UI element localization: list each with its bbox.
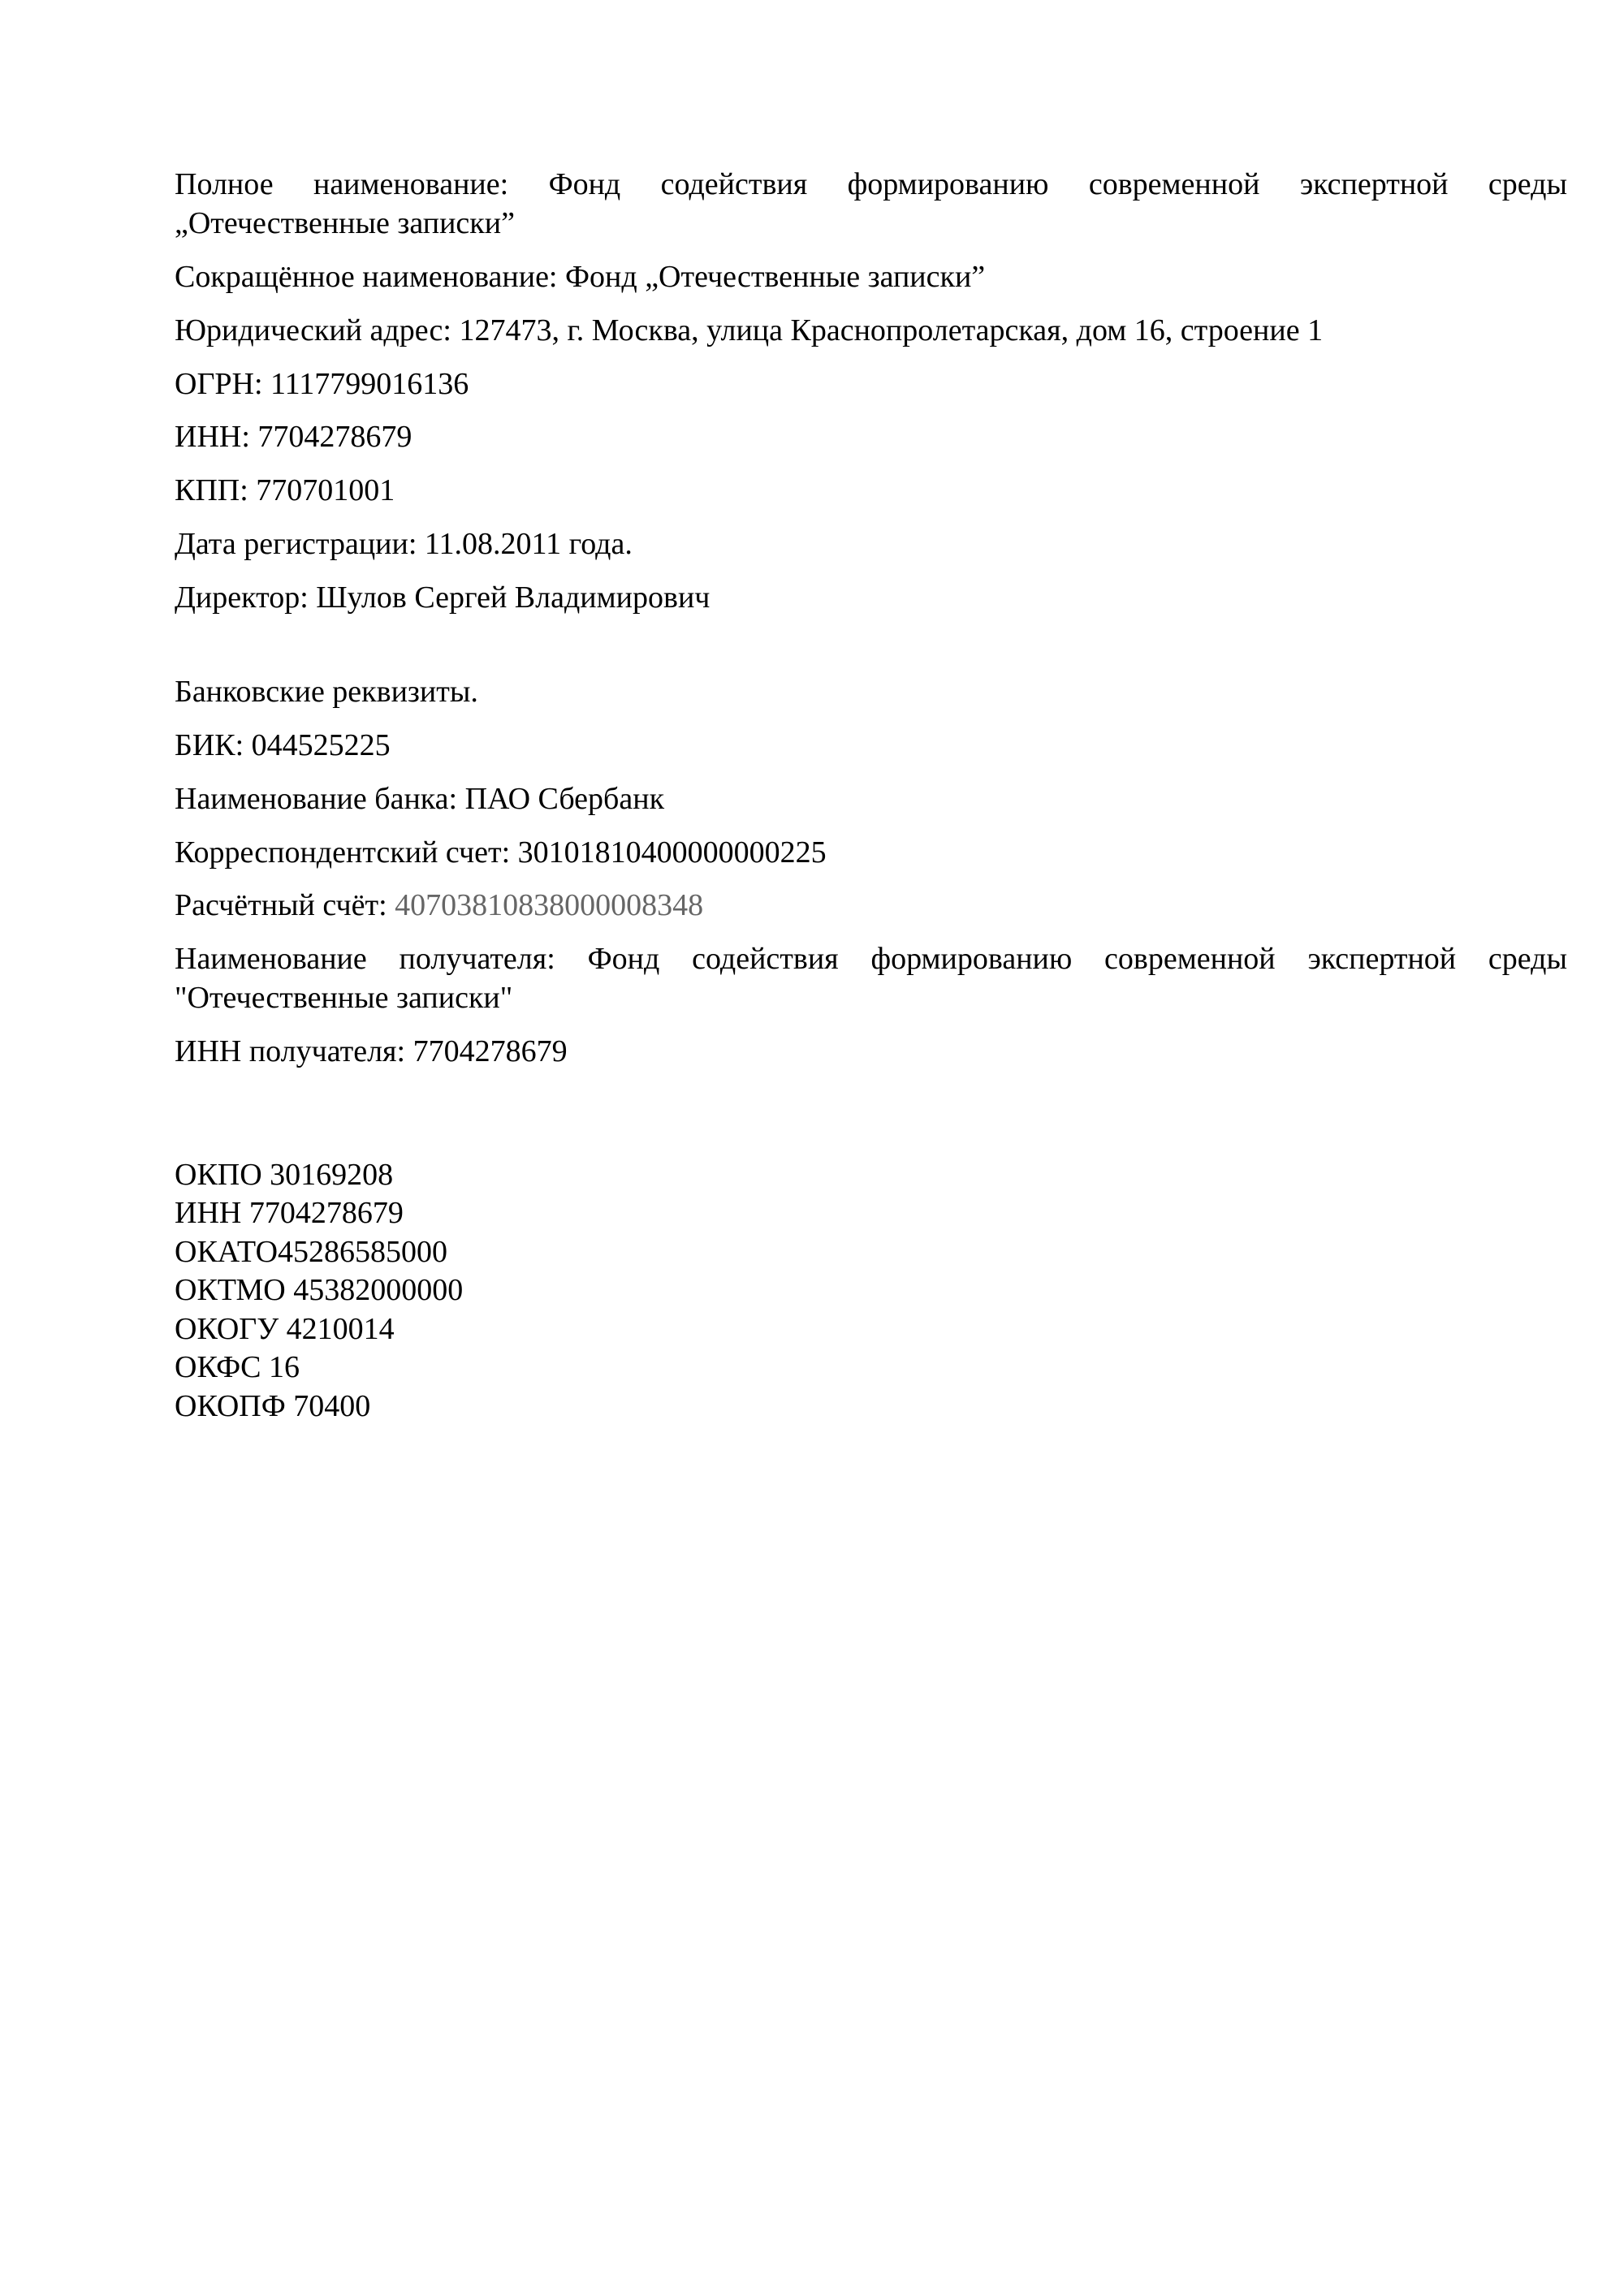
recipient-name-first-row: [175, 940, 1567, 979]
settlement-account-line: [175, 887, 1567, 926]
settlement-account-label: Расчётный счёт:: [175, 888, 387, 923]
short-name-value: Фонд „Отечественные записки”: [565, 259, 986, 294]
recipient-name-label: Наименование получателя:: [175, 942, 555, 977]
code-okopf: ОКОПФ 70400: [175, 1388, 371, 1423]
code-okogu: ОКОГУ 4210014: [175, 1311, 395, 1346]
short-name-line: [175, 258, 1567, 297]
director-label: Директор:: [175, 580, 309, 615]
section-spacer: [175, 632, 1567, 673]
code-okpo: ОКПО 30169208: [175, 1157, 394, 1192]
settlement-account-value: 40703810838000008348: [395, 888, 704, 923]
recipient-inn-line: [175, 1033, 1567, 1072]
bik-value: 044525225: [251, 727, 391, 762]
correspondent-account-label: Корреспондентский счет:: [175, 835, 511, 870]
legal-address-line: [175, 312, 1567, 351]
full-name-value-line2: „Отечественные записки”: [175, 205, 515, 240]
code-inn: ИНН 7704278679: [175, 1196, 404, 1231]
kpp-value: 770701001: [256, 473, 395, 508]
recipient-inn-value: 7704278679: [412, 1034, 568, 1068]
correspondent-account-line: [175, 834, 1567, 873]
full-name-label: Полное наименование:: [175, 167, 509, 201]
legal-address-value: 127473, г. Москва, улица Краснопролетарская, дом 16, строение 1: [459, 313, 1324, 347]
kpp-line: [175, 472, 1567, 511]
short-name-label: Сокращённое наименование:: [175, 259, 558, 294]
registration-date-value: 11.08.2011 года.: [424, 527, 633, 562]
recipient-name-value-line2: "Отечественные записки": [175, 981, 513, 1016]
codes-spacer: [175, 1086, 1567, 1156]
code-okato: ОКАТО45286585000: [175, 1234, 448, 1269]
bank-name-value: ПАО Сбербанк: [464, 781, 665, 816]
full-name-value-line1: Фонд содействия формированию современной экспертной среды: [548, 167, 1567, 201]
ogrn-value: 1117799016136: [270, 366, 469, 401]
ogrn-label: ОГРН:: [175, 366, 263, 401]
director-value: Шулов Сергей Владимирович: [316, 580, 710, 615]
document-page: [175, 166, 1567, 1426]
statistics-codes: [175, 1156, 1567, 1426]
ogrn-line: [175, 365, 1567, 404]
full-name-line: [175, 166, 1567, 244]
director-line: [175, 579, 1567, 618]
bank-name-label: Наименование банка:: [175, 781, 458, 816]
bik-label: БИК:: [175, 727, 244, 762]
recipient-name-line: [175, 940, 1567, 1018]
code-okfs: ОКФС 16: [175, 1350, 300, 1385]
bank-heading: Банковские реквизиты.: [175, 674, 478, 709]
kpp-label: КПП:: [175, 473, 248, 508]
registration-date-label: Дата регистрации:: [175, 527, 417, 562]
inn-line: [175, 418, 1567, 457]
legal-address-label: Юридический адрес:: [175, 313, 451, 347]
recipient-inn-label: ИНН получателя:: [175, 1034, 406, 1068]
recipient-name-value-line1: Фонд содействия формированию современной экспертной среды: [587, 942, 1568, 977]
correspondent-account-value: 30101810400000000225: [517, 835, 827, 870]
code-oktmo: ОКТМО 45382000000: [175, 1273, 464, 1308]
inn-value: 7704278679: [257, 420, 412, 455]
inn-label: ИНН:: [175, 420, 250, 455]
bik-line: [175, 727, 1567, 766]
registration-date-line: [175, 525, 1567, 564]
bank-name-line: [175, 780, 1567, 819]
full-name-first-row: [175, 166, 1567, 205]
